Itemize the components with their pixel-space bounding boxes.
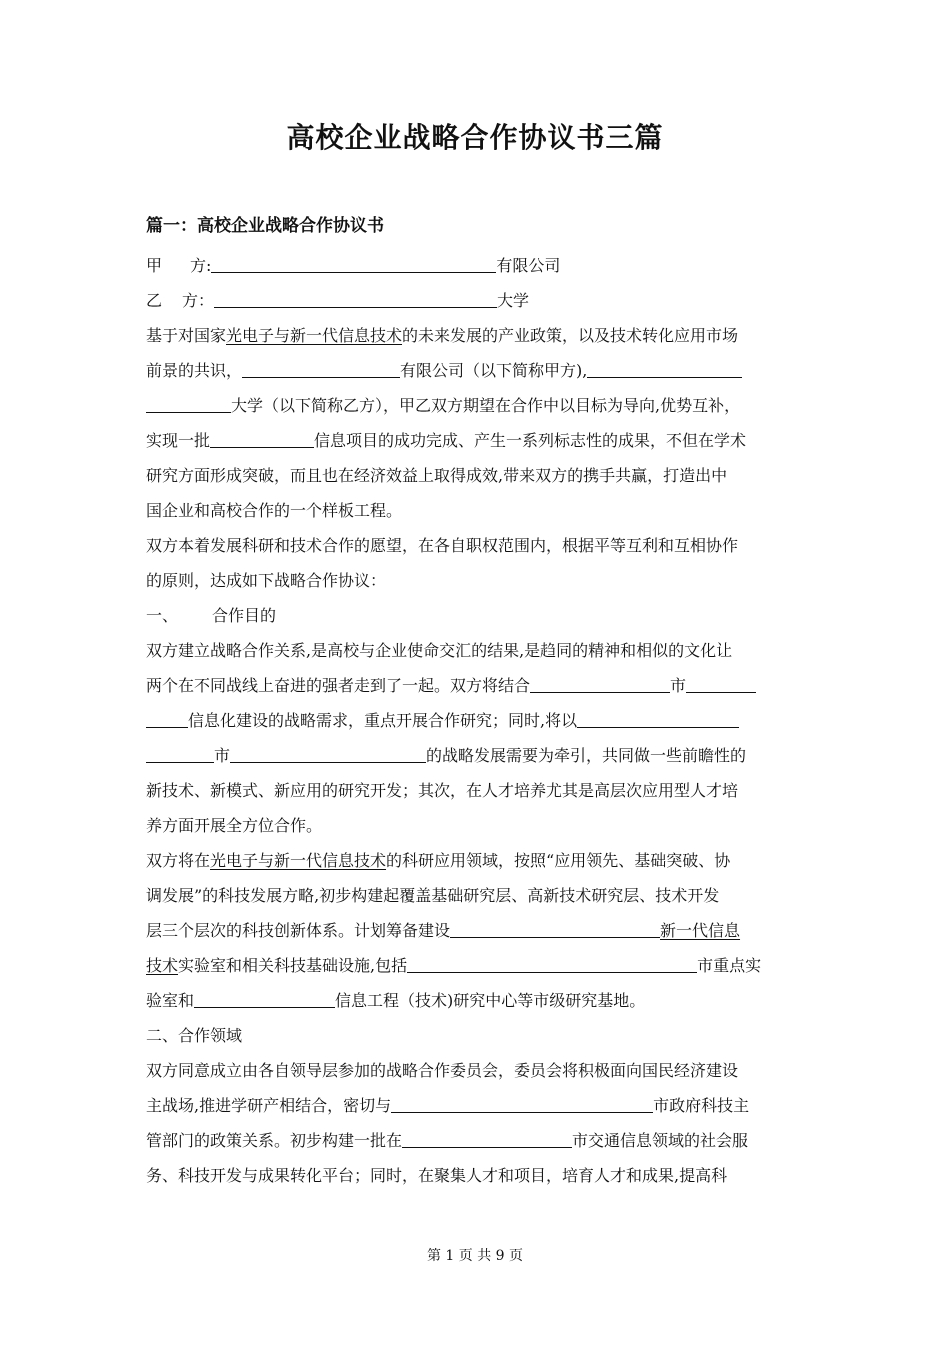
text-segment: 市重点实 xyxy=(697,956,762,975)
fill-in-blank xyxy=(214,285,497,308)
text-line xyxy=(146,423,800,458)
text-segment: 市 xyxy=(214,746,231,765)
text-segment: 二、合作领域 xyxy=(146,1026,243,1045)
fill-in-blank xyxy=(530,670,670,693)
text-segment: 实现一批 xyxy=(146,431,211,450)
fill-in-blank xyxy=(407,950,697,973)
text-segment: 的未来发展的产业政策，以及技术转化应用市场 xyxy=(402,326,739,345)
fill-in-blank xyxy=(686,670,756,693)
fill-in-blank xyxy=(577,705,739,728)
text-segment: 两个在不同战线上奋进的强者走到了一起。双方将结合 xyxy=(146,676,531,695)
text-line xyxy=(146,843,800,878)
text-segment: 国企业和高校合作的一个样板工程。 xyxy=(146,501,403,520)
text-segment: 调发展”的科技发展方略,初步构建起覆盖基础研究层、高新技术研究层、技术开发 xyxy=(146,886,720,905)
text-segment: 双方本着发展科研和技术合作的愿望，在各自职权范围内，根据平等互利和互相协作 xyxy=(146,536,739,555)
text-segment: 双方同意成立由各自领导层参加的战略合作委员会，委员会将积极面向国民经济建设 xyxy=(146,1061,739,1080)
text-line xyxy=(146,493,800,528)
text-segment: 市政府科技主 xyxy=(653,1096,750,1115)
fill-in-blank xyxy=(587,355,742,378)
text-segment: 的原则，达成如下战略合作协议： xyxy=(146,571,387,590)
text-line xyxy=(146,703,800,738)
fill-in-blank xyxy=(146,740,214,763)
text-line xyxy=(146,248,800,283)
text-line xyxy=(146,318,800,353)
text-line xyxy=(146,808,800,843)
fill-in-blank xyxy=(242,355,400,378)
text-line xyxy=(146,878,800,913)
text-segment: 信息工程（技术)研究中心等市级研究基地。 xyxy=(335,991,646,1010)
text-segment: 市 xyxy=(670,676,687,695)
text-segment: 一、 xyxy=(146,606,179,625)
text-segment: 基于对国家 xyxy=(146,326,227,345)
text-segment: 信息项目的成功完成、产生一系列标志性的成果，不但在学术 xyxy=(314,431,747,450)
text-segment: 的科研应用领域，按照“应用领先、基础突破、协 xyxy=(386,851,731,870)
text-segment: 甲 xyxy=(146,256,163,275)
text-segment: 双方建立战略合作关系,是高校与企业使命交汇的结果,是趋同的精神和相似的文化让 xyxy=(146,641,733,660)
underlined-text: 新一代信息 xyxy=(660,921,741,940)
text-segment: 层三个层次的科技创新体系。计划筹备建设 xyxy=(146,921,451,940)
fill-in-blank xyxy=(210,425,314,448)
text-segment: 务、科技开发与成果转化平台；同时，在聚集人才和项目，培育人才和成果,提高科 xyxy=(146,1166,728,1185)
text-line xyxy=(146,388,800,423)
section-heading: 篇一：高校企业战略合作协议书 xyxy=(146,216,384,236)
fill-in-blank xyxy=(450,915,660,938)
text-line xyxy=(146,668,800,703)
text-segment: 有限公司（以下简称甲方), xyxy=(400,361,588,380)
document-body xyxy=(146,248,800,1193)
text-segment: 方： xyxy=(182,291,215,310)
fill-in-blank xyxy=(402,1125,572,1148)
fill-in-blank xyxy=(146,705,188,728)
text-segment: 乙 xyxy=(146,291,163,310)
text-line xyxy=(146,773,800,808)
text-line xyxy=(146,563,800,598)
document-title: 高校企业战略合作协议书三篇 xyxy=(286,121,664,154)
text-segment: 合作目的 xyxy=(212,606,277,625)
text-line xyxy=(146,633,800,668)
fill-in-blank xyxy=(391,1090,653,1113)
text-segment: 验室和 xyxy=(146,991,195,1010)
text-segment: 有限公司 xyxy=(496,256,561,275)
text-segment: 双方将在 xyxy=(146,851,211,870)
text-segment: 的战略发展需要为牵引，共同做一些前瞻性的 xyxy=(426,746,747,765)
text-segment: 市交通信息领域的社会服 xyxy=(572,1131,749,1150)
text-line xyxy=(146,283,800,318)
underlined-text: 技术 xyxy=(146,956,179,975)
text-segment: 主战场,推进学研产相结合，密切与 xyxy=(146,1096,392,1115)
fill-in-blank xyxy=(146,390,231,413)
text-line xyxy=(146,1053,800,1088)
text-line xyxy=(146,1123,800,1158)
text-line xyxy=(146,983,800,1018)
text-line xyxy=(146,1018,800,1053)
text-segment: 大学 xyxy=(497,291,530,310)
text-segment: 实验室和相关科技基础设施,包括 xyxy=(178,956,408,975)
text-line xyxy=(146,528,800,563)
text-line xyxy=(146,353,800,388)
text-segment: 信息化建设的战略需求，重点开展合作研究；同时,将以 xyxy=(188,711,578,730)
text-segment: 管部门的政策关系。初步构建一批在 xyxy=(146,1131,403,1150)
text-segment: 研究方面形成突破，而且也在经济效益上取得成效,带来双方的携手共赢，打造出中 xyxy=(146,466,728,485)
underlined-text: 光电子与新一代信息技术 xyxy=(210,851,387,870)
text-line xyxy=(146,1158,800,1193)
text-segment: 前景的共识， xyxy=(146,361,243,380)
text-segment: 新技术、新模式、新应用的研究开发；其次，在人才培养尤其是高层次应用型人才培 xyxy=(146,781,739,800)
fill-in-blank xyxy=(194,985,335,1008)
text-line xyxy=(146,738,800,773)
text-segment: 大学（以下简称乙方），甲乙双方期望在合作中以目标为导向,优势互补， xyxy=(231,396,741,415)
fill-in-blank xyxy=(230,740,426,763)
text-line xyxy=(146,458,800,493)
text-line xyxy=(146,913,800,948)
text-line xyxy=(146,1088,800,1123)
page-footer: 第 1 页 共 9 页 xyxy=(426,1248,524,1264)
text-segment: 方: xyxy=(190,256,212,275)
text-line xyxy=(146,598,800,633)
underlined-text: 光电子与新一代信息技术 xyxy=(226,326,403,345)
text-segment: 养方面开展全方位合作。 xyxy=(146,816,323,835)
text-line xyxy=(146,948,800,983)
fill-in-blank xyxy=(211,250,496,273)
